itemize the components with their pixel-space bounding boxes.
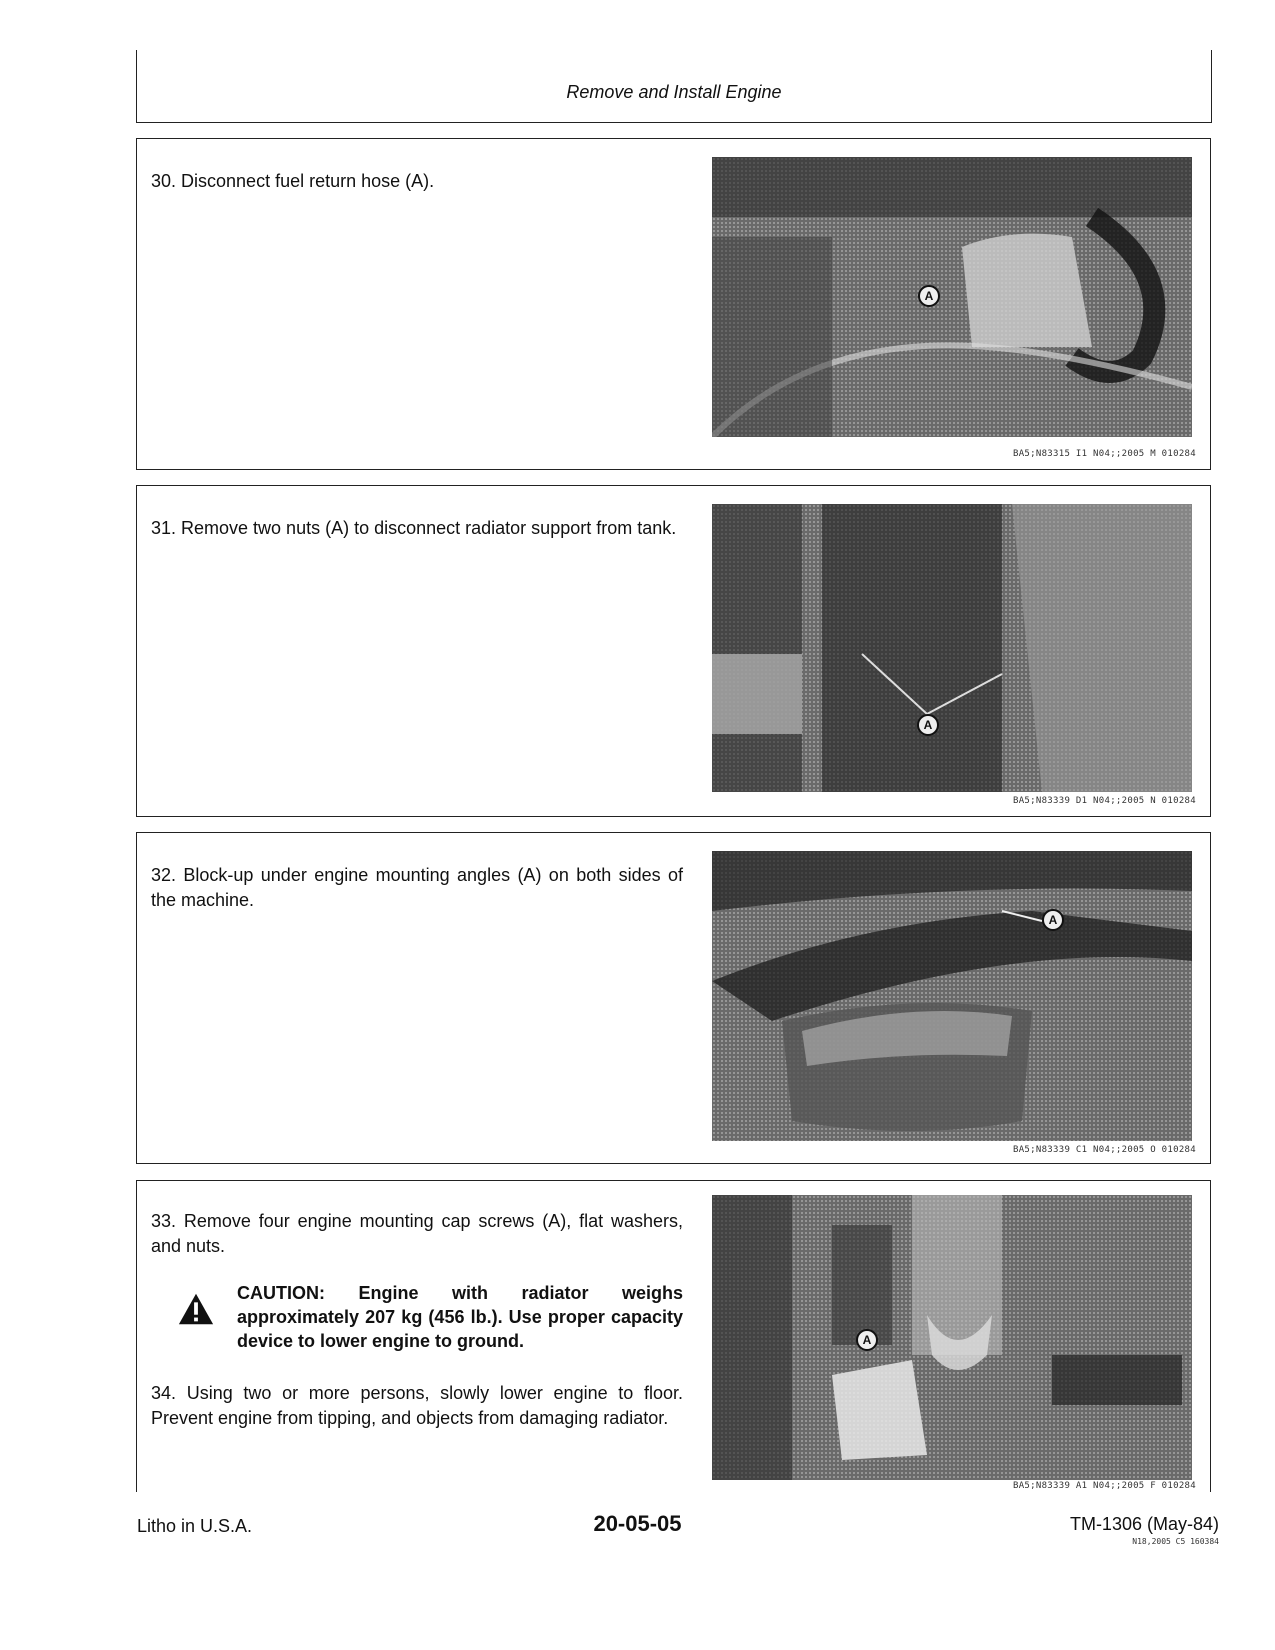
page-number: 20-05-05	[593, 1511, 682, 1536]
photo-engine-cap-screws	[712, 1195, 1192, 1480]
step-panel-31	[136, 485, 1211, 817]
warning-triangle-icon	[177, 1291, 215, 1327]
step-34-text: 34. Using two or more persons, slowly lower engine to floor. Prevent engine from tipping, and objects from damaging radiator.	[151, 1383, 683, 1428]
step-panel-33	[136, 1180, 1211, 1492]
page-title: Remove and Install Engine	[566, 82, 782, 102]
caution-text: CAUTION: Engine with radiator weighs approximately 207 kg (456 lb.). Use proper capacity device to lower engine to ground.	[237, 1283, 683, 1351]
step-panel-30	[136, 138, 1211, 470]
callout-a: A	[918, 285, 940, 307]
header-box	[136, 50, 1212, 123]
photo-reference-code: BA5;N83339 D1 N04;;2005 N 010284	[1013, 796, 1196, 806]
photo-engine-mounting-angles	[712, 851, 1192, 1141]
callout-a: A	[856, 1329, 878, 1351]
photo-reference-code: BA5;N83315 I1 N04;;2005 M 010284	[1013, 449, 1196, 459]
photo-radiator-support	[712, 504, 1192, 792]
photo-fuel-return-hose	[712, 157, 1192, 437]
photo-reference-code: BA5;N83339 C1 N04;;2005 O 010284	[1013, 1145, 1196, 1155]
callout-a: A	[1042, 909, 1064, 931]
footer-litho: Litho in U.S.A.	[137, 1516, 253, 1536]
callout-a: A	[917, 714, 939, 736]
step-33-text: 33. Remove four engine mounting cap screws (A), flat washers, and nuts.	[151, 1211, 683, 1256]
step-panel-32	[136, 832, 1211, 1164]
step-32-text: 32. Block-up under engine mounting angles (A) on both sides of the machine.	[151, 865, 683, 910]
step-30-text: 30. Disconnect fuel return hose (A).	[151, 171, 435, 191]
manual-id: TM-1306 (May-84)	[1069, 1514, 1219, 1534]
photo-reference-code: BA5;N83339 A1 N04;;2005 F 010284	[1013, 1481, 1196, 1491]
step-31-text: 31. Remove two nuts (A) to disconnect radiator support from tank.	[151, 518, 677, 538]
footer-code: N18,2005 C5 160384	[1132, 1537, 1219, 1546]
